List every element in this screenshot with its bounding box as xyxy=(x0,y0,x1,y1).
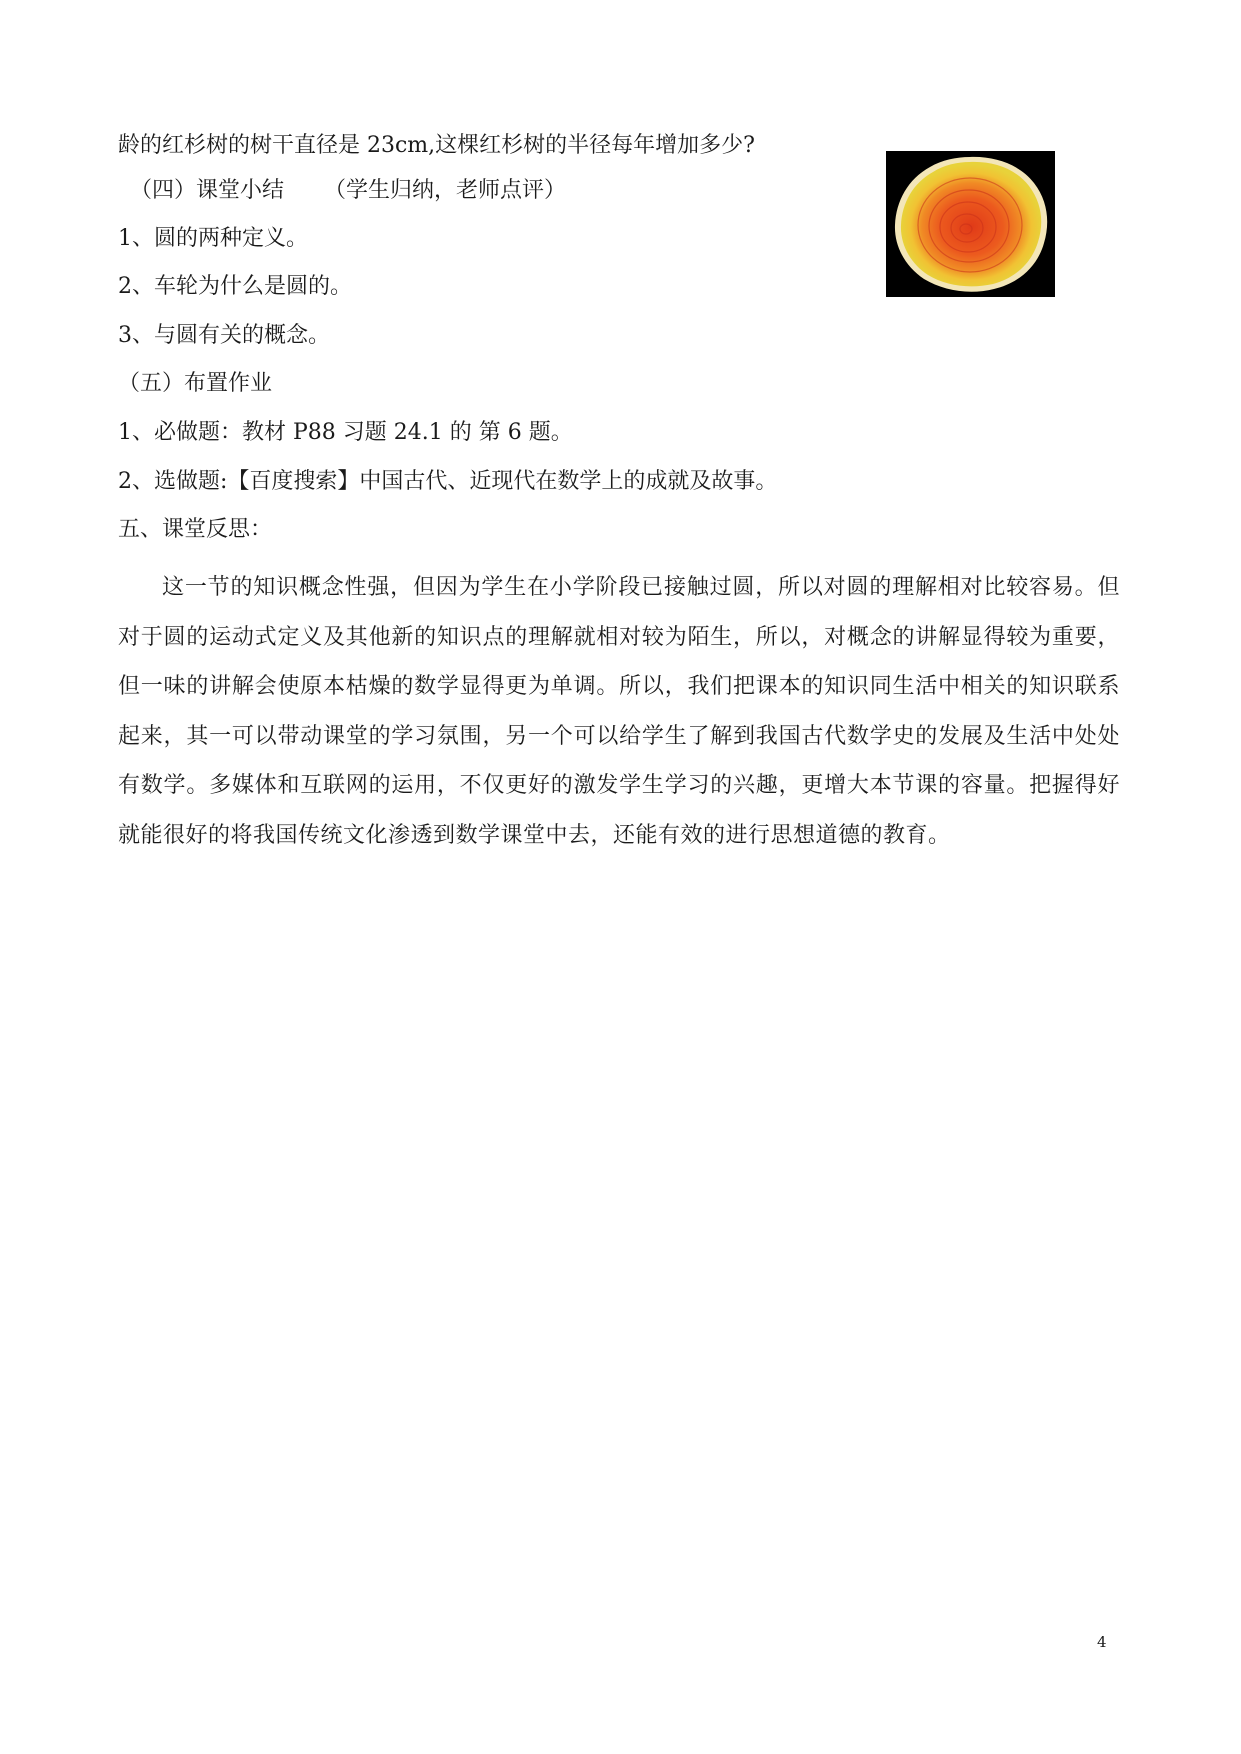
summary-heading: （四）课堂小结 xyxy=(130,178,285,203)
homework-item: 2、选做题:【百度搜索】中国古代、近现代在数学上的成就及故事。 xyxy=(118,469,778,494)
summary-item: 2、车轮为什么是圆的。 xyxy=(118,274,352,299)
summary-note: （学生归纳，老师点评） xyxy=(324,178,567,203)
reflection-heading: 五、课堂反思： xyxy=(118,517,273,542)
summary-item: 3、与圆有关的概念。 xyxy=(118,323,330,348)
problem-text-line: 龄的红杉树的树干直径是 23cm,这棵红杉树的半径每年增加多少? xyxy=(118,133,755,158)
summary-item: 1、圆的两种定义。 xyxy=(118,226,308,251)
tree-ring-graphic xyxy=(886,151,1055,297)
reflection-paragraph: 这一节的知识概念性强，但因为学生在小学阶段已接触过圆，所以对圆的理解相对比较容易。但对于圆的运动式定义及其他新的知识点的理解就相对较为陌生，所以，对概念的讲解显得较为重要，但一味的讲解会使原本枯燥的数学显得更为单调。所以，我们把课本的知识同生活中相关的知识联系起来，其一可以带动课堂的学习氛围，另一个可以给学生了解到我国古代数学史的发展及生活中处处有数学。多媒体和互联网的运用，不仅更好的激发学生学习的兴趣，更增大本节课的容量。把握得好就能很好的将我国传统文化渗透到数学课堂中去，还能有效的进行思想道德的教育。 xyxy=(118,575,1120,848)
tree-cross-section xyxy=(901,162,1041,286)
page-number: 4 xyxy=(1097,1633,1107,1651)
homework-item: 1、必做题：教材 P88 习题 24.1 的 第 6 题。 xyxy=(118,420,573,445)
summary-heading-line xyxy=(130,176,566,206)
homework-heading: （五）布置作业 xyxy=(118,371,273,396)
tree-ring-image xyxy=(886,151,1055,297)
